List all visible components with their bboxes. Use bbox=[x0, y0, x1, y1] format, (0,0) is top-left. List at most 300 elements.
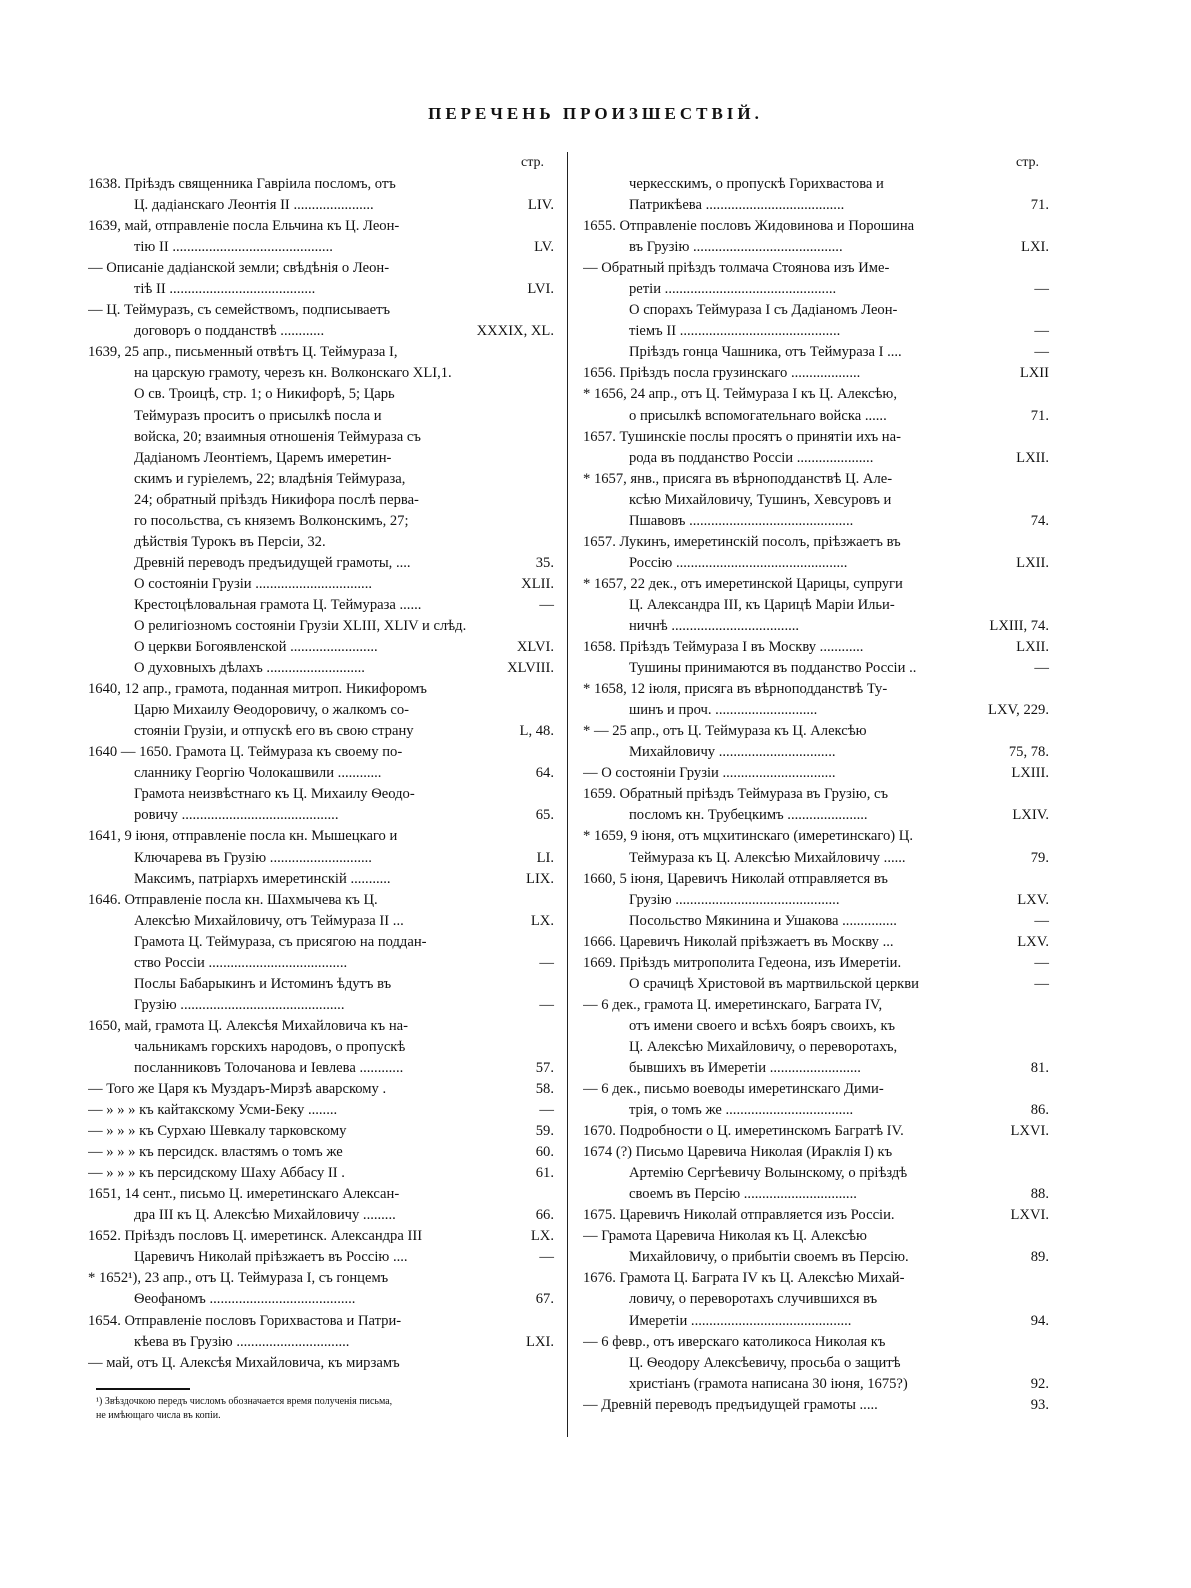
entry-text bbox=[88, 1163, 530, 1184]
index-entry bbox=[583, 974, 1049, 995]
index-entry bbox=[583, 721, 1049, 763]
entry-text bbox=[88, 595, 533, 616]
footnote-rule bbox=[96, 1388, 190, 1390]
entry-line: Послы Бабарыкинъ и Истоминъ ѣдутъ въ bbox=[134, 975, 392, 992]
entry-line: отъ имени своего и всѣхъ бояръ своихъ, къ bbox=[629, 1017, 896, 1034]
entry-line: Артемію Сергѣевичу Волынскому, о пріѣздѣ bbox=[629, 1165, 908, 1182]
entry-page-ref: 74. bbox=[1030, 512, 1049, 529]
entry-page-ref: XXXIX, XL. bbox=[476, 323, 554, 340]
index-entry bbox=[583, 1142, 1049, 1205]
left-column bbox=[88, 152, 554, 1374]
entry-text bbox=[583, 574, 983, 637]
entry-line: дѣйствія Турокъ въ Персіи, 32. bbox=[134, 533, 326, 550]
index-entry bbox=[88, 742, 554, 784]
entry-line: Россію ............................................... bbox=[629, 554, 848, 571]
entry-line: * 1658, 12 іюля, присяга въ вѣрноподданствѣ Ту- bbox=[583, 681, 888, 698]
entry-line: 1657. Тушинскіе послы просятъ о принятіи ихъ на- bbox=[583, 428, 901, 445]
entry-line: О состояніи Грузіи ................................ bbox=[134, 575, 372, 592]
entry-text bbox=[583, 258, 1028, 300]
index-entry bbox=[583, 784, 1049, 826]
entry-line: Имеретіи ............................................ bbox=[629, 1312, 852, 1329]
entry-text bbox=[583, 1205, 1004, 1226]
entry-page-ref: — bbox=[539, 1249, 554, 1266]
index-entry bbox=[583, 342, 1049, 363]
entry-line: * 1652¹), 23 апр., отъ Ц. Теймураза I, съ гонцемъ bbox=[88, 1270, 389, 1287]
index-entry bbox=[88, 679, 554, 742]
entry-line: Алексѣю Михайловичу, отъ Теймураза II ... bbox=[134, 912, 404, 929]
entry-text bbox=[88, 869, 520, 890]
entry-line: — 6 дек., письмо воеводы имеретинскаго Дими- bbox=[583, 1081, 884, 1098]
entry-line: 1670. Подробности о Ц. имеретинскомъ Багратѣ IV. bbox=[583, 1123, 904, 1140]
entry-line: черкесскимъ, о пропускѣ Горихвастова и bbox=[629, 176, 884, 192]
entry-page-ref: 71. bbox=[1030, 407, 1049, 424]
index-entry bbox=[88, 553, 554, 574]
entry-line: * — 25 апр., отъ Ц. Теймураза къ Ц. Алексѣю bbox=[583, 723, 867, 740]
index-entry bbox=[88, 784, 554, 826]
entry-text bbox=[583, 1226, 1025, 1268]
entry-page-ref: XLVIII. bbox=[507, 660, 554, 677]
entry-line: 1640, 12 апр., грамота, поданная митроп. Никифоромъ bbox=[88, 681, 427, 698]
entry-page-ref: LXV. bbox=[1017, 891, 1049, 908]
index-entry bbox=[583, 469, 1049, 532]
entry-line: — » » » къ персидск. властямъ о томъ же bbox=[88, 1144, 343, 1161]
entry-line: 1659. Обратный пріѣздъ Теймураза въ Грузію, съ bbox=[583, 786, 889, 803]
index-entry bbox=[583, 1079, 1049, 1121]
right-entries bbox=[583, 174, 1049, 1416]
index-entry bbox=[583, 300, 1049, 342]
entry-line: О спорахъ Теймураза I съ Дадіаномъ Леон- bbox=[629, 302, 898, 319]
entry-line: Патрикѣева ...................................... bbox=[629, 197, 845, 214]
entry-text bbox=[88, 1121, 530, 1142]
index-entry bbox=[88, 1121, 554, 1142]
entry-page-ref: LIX. bbox=[526, 870, 554, 887]
entry-line: Теймуразъ проситъ о присылкѣ посла и bbox=[134, 407, 382, 424]
entry-line: — Обратный пріѣздъ толмача Стоянова изъ Име- bbox=[583, 260, 890, 277]
entry-line: 1676. Грамота Ц. Баграта IV къ Ц. Алексѣю Михай- bbox=[583, 1270, 905, 1287]
entry-page-ref: 75, 78. bbox=[1008, 744, 1049, 761]
entry-line: 1641, 9 іюня, отправленіе посла кн. Мышецкаго и bbox=[88, 828, 398, 845]
index-entry bbox=[88, 216, 554, 258]
entry-line: Пріѣздъ гонца Чашника, отъ Теймураза I .... bbox=[629, 344, 902, 361]
entry-line: Крестоцѣловальная грамота Ц. Теймураза ...... bbox=[134, 596, 422, 613]
entry-line: скимъ и гуріелемъ, 22; владѣнія Теймураза, bbox=[134, 470, 406, 487]
entry-line: 1638. Пріѣздъ священника Гавріила посломъ, отъ bbox=[88, 176, 396, 192]
entry-text bbox=[583, 721, 1003, 763]
entry-line: 1646. Отправленіе посла кн. Шахмычева къ Ц. bbox=[88, 891, 378, 908]
entry-page-ref: XLII. bbox=[521, 575, 554, 592]
page-title: ПЕРЕЧЕНЬ ПРОИЗШЕСТВІЙ. bbox=[428, 104, 763, 123]
index-entry bbox=[583, 1205, 1049, 1226]
entry-line: * 1656, 24 апр., отъ Ц. Теймураза I къ Ц. Алексѣю, bbox=[583, 386, 897, 403]
entry-line: Древній переводъ предъидущей грамоты, .... bbox=[134, 554, 411, 571]
entry-text bbox=[583, 384, 1025, 426]
entry-page-ref: LXI. bbox=[1021, 239, 1049, 256]
index-entry bbox=[88, 1142, 554, 1163]
page-column-header: стр. bbox=[520, 155, 544, 170]
entry-text bbox=[583, 974, 1028, 995]
index-entry bbox=[583, 932, 1049, 953]
entry-text bbox=[88, 1247, 533, 1268]
index-entry bbox=[583, 174, 1049, 216]
entry-line: Тушины принимаются въ подданство Россіи .. bbox=[629, 660, 917, 677]
entry-line: своемъ въ Персію ............................... bbox=[629, 1186, 857, 1203]
index-entry bbox=[88, 1100, 554, 1121]
entry-line: Грузію ............................................. bbox=[134, 996, 345, 1013]
entry-page-ref: XLVI. bbox=[516, 639, 554, 656]
entry-line: — О состояніи Грузіи ............................... bbox=[583, 765, 836, 782]
entry-line: Михайловичу, о прибытіи своемъ въ Персію. bbox=[629, 1249, 909, 1266]
entry-page-ref: 57. bbox=[535, 1059, 554, 1076]
column-divider bbox=[567, 152, 568, 1437]
index-entry bbox=[88, 384, 554, 552]
entry-line: — Древній переводъ предъидущей грамоты ..... bbox=[583, 1396, 878, 1413]
entry-page-ref: — bbox=[1034, 954, 1049, 971]
entry-text bbox=[88, 890, 525, 932]
entry-line: стояніи Грузіи, и отпускѣ его въ свою страну bbox=[134, 723, 414, 740]
entry-line: ловичу, о переворотахъ случившихся въ bbox=[629, 1291, 878, 1308]
entry-page-ref: LXI. bbox=[526, 1333, 554, 1350]
entry-text bbox=[88, 974, 533, 1016]
index-entry bbox=[583, 384, 1049, 426]
index-entry bbox=[88, 932, 554, 974]
entry-page-ref: 92. bbox=[1030, 1375, 1049, 1392]
entry-line: трія, о томъ же ................................... bbox=[629, 1102, 854, 1119]
index-entry bbox=[88, 1268, 554, 1310]
entry-line: 24; обратный пріѣздъ Никифора послѣ перва- bbox=[134, 491, 419, 508]
footnote-line: ¹) Звѣздочкою передъ числомъ обозначается время полученія письма, bbox=[96, 1396, 393, 1407]
index-entry bbox=[583, 574, 1049, 637]
entry-line: сланнику Георгію Чолокашвили ............ bbox=[134, 765, 382, 782]
entry-line: Ключарева въ Грузію ............................ bbox=[134, 849, 372, 866]
entry-line: ство Россіи ...................................... bbox=[134, 954, 348, 971]
entry-page-ref: LXII bbox=[1019, 365, 1049, 382]
entry-text bbox=[88, 216, 528, 258]
entry-line: Пшавовъ ............................................. bbox=[629, 512, 854, 529]
entry-text bbox=[583, 679, 982, 721]
entry-text bbox=[583, 1121, 1004, 1142]
index-entry bbox=[583, 869, 1049, 911]
entry-page-ref: 93. bbox=[1030, 1396, 1049, 1413]
entry-line: — » » » къ персидскому Шаху Аббасу II . bbox=[88, 1165, 345, 1182]
entry-text bbox=[583, 469, 1025, 532]
index-entry bbox=[88, 637, 554, 658]
entry-text bbox=[88, 1142, 530, 1163]
entry-page-ref: — bbox=[1034, 660, 1049, 677]
entry-page-ref: 59. bbox=[535, 1123, 554, 1140]
entry-page-ref: 86. bbox=[1030, 1102, 1049, 1119]
entry-line: христіанъ (грамота написана 30 іюня, 1675?) bbox=[629, 1375, 908, 1392]
entry-line: Посольство Мякинина и Ушакова ............... bbox=[629, 912, 897, 929]
entry-page-ref: 64. bbox=[535, 765, 554, 782]
entry-line: договоръ о подданствѣ ............ bbox=[134, 323, 325, 340]
entry-line: Ц. дадіанскаго Леонтія II ...................... bbox=[134, 197, 374, 214]
entry-page-ref: LI. bbox=[536, 849, 554, 866]
entry-line: посломъ кн. Трубецкимъ ...................... bbox=[629, 807, 868, 824]
entry-line: Царевичъ Николай пріѣзжаетъ въ Россію .... bbox=[134, 1249, 408, 1266]
entry-line: чальникамъ горскихъ народовъ, о пропускѣ bbox=[134, 1038, 406, 1055]
entry-line: 1675. Царевичъ Николай отправляется изъ Россіи. bbox=[583, 1207, 895, 1224]
entry-text bbox=[88, 300, 471, 342]
entry-line: 1658. Пріѣздъ Теймураза I въ Москву ............ bbox=[583, 639, 864, 656]
entry-line: ретіи ............................................... bbox=[629, 281, 837, 298]
entry-page-ref: LV. bbox=[534, 239, 554, 256]
index-entry bbox=[583, 363, 1049, 384]
entry-page-ref: 94. bbox=[1030, 1312, 1049, 1329]
index-entry bbox=[583, 911, 1049, 932]
entry-text bbox=[88, 1226, 525, 1247]
entry-page-ref: — bbox=[1034, 281, 1049, 298]
entry-line: * 1657, янв., присяга въ вѣрноподданствѣ Ц. Але- bbox=[583, 470, 893, 487]
entry-line: — Грамота Царевича Николая къ Ц. Алексѣю bbox=[583, 1228, 867, 1245]
index-entry bbox=[583, 1395, 1049, 1416]
entry-text bbox=[583, 532, 1010, 574]
entry-text bbox=[88, 553, 530, 574]
entry-page-ref: LVI. bbox=[527, 281, 554, 298]
entry-line: О св. Троицѣ, стр. 1; о Никифорѣ, 5; Царь bbox=[134, 386, 395, 403]
entry-page-ref: LXVI. bbox=[1010, 1123, 1049, 1140]
entry-page-ref: L, 48. bbox=[519, 723, 554, 740]
entry-page-ref: — bbox=[539, 996, 554, 1013]
index-entry bbox=[88, 1163, 554, 1184]
entry-text bbox=[88, 384, 548, 552]
entry-page-ref: 60. bbox=[535, 1144, 554, 1161]
entry-line: тіѣ II ........................................ bbox=[134, 281, 316, 298]
index-entry bbox=[583, 216, 1049, 258]
entry-page-ref: LIV. bbox=[527, 197, 554, 214]
entry-line: 1656. Пріѣздъ посла грузинскаго ................... bbox=[583, 365, 861, 382]
left-entries bbox=[88, 174, 554, 1374]
index-entry bbox=[583, 953, 1049, 974]
entry-line: О церкви Богоявленской ........................ bbox=[134, 639, 378, 656]
entry-line: Михайловичу ................................ bbox=[629, 744, 836, 761]
footnote bbox=[96, 1395, 558, 1423]
index-entry bbox=[88, 258, 554, 300]
index-entry bbox=[583, 637, 1049, 658]
entry-text bbox=[88, 742, 530, 784]
entry-line: Грамота неизвѣстнаго къ Ц. Михаилу Ѳеодо- bbox=[134, 786, 415, 803]
index-entry bbox=[88, 1184, 554, 1226]
entry-line: бывшихъ въ Имеретіи ......................... bbox=[629, 1059, 861, 1076]
entry-line: Ц. Алексѣю Михайловичу, о переворотахъ, bbox=[629, 1038, 898, 1055]
entry-text bbox=[583, 784, 1006, 826]
entry-line: рода въ подданство Россіи ..................... bbox=[629, 449, 874, 466]
entry-page-ref: 58. bbox=[535, 1081, 554, 1098]
entry-text bbox=[583, 363, 1014, 384]
entry-page-ref: LXII. bbox=[1016, 554, 1049, 571]
entry-text bbox=[583, 216, 1015, 258]
entry-text bbox=[88, 637, 511, 658]
entry-line: дра III къ Ц. Алексѣю Михайловичу ......... bbox=[134, 1207, 396, 1224]
entry-page-ref: LXIII, 74. bbox=[989, 617, 1049, 634]
entry-line: — май, отъ Ц. Алексѣя Михайловича, къ мирзамъ bbox=[88, 1354, 400, 1371]
entry-line: 1674 (?) Письмо Царевича Николая (Ираклія I) къ bbox=[583, 1144, 893, 1161]
entry-line: 1655. Отправленіе пословъ Жидовинова и Порошина bbox=[583, 218, 915, 235]
entry-line: — 6 дек., грамота Ц. имеретинскаго, Баграта IV, bbox=[583, 996, 883, 1013]
index-entry bbox=[88, 342, 554, 384]
entry-text bbox=[88, 784, 530, 826]
entry-line: — Описаніе дадіанской земли; свѣдѣнія о Леон- bbox=[88, 260, 390, 277]
entry-text bbox=[583, 763, 1005, 784]
index-entry bbox=[583, 1121, 1049, 1142]
index-entry bbox=[88, 1353, 554, 1374]
entry-text bbox=[583, 1332, 1025, 1395]
entry-text bbox=[88, 616, 548, 637]
index-entry bbox=[583, 763, 1049, 784]
entry-page-ref: — bbox=[539, 596, 554, 613]
entry-line: 1660, 5 іюня, Царевичъ Николай отправляется въ bbox=[583, 870, 888, 887]
entry-line: тіемъ II ............................................ bbox=[629, 323, 841, 340]
entry-line: кѣева въ Грузію ............................... bbox=[134, 1333, 350, 1350]
entry-text bbox=[88, 1311, 520, 1353]
entry-line: 1650, май, грамота Ц. Алексѣя Михайловича къ на- bbox=[88, 1017, 408, 1034]
entry-text bbox=[583, 995, 1025, 1079]
entry-page-ref: — bbox=[539, 1102, 554, 1119]
entry-line: на царскую грамоту, черезъ кн. Волконскаго XLI,1. bbox=[134, 365, 452, 382]
entry-text bbox=[583, 427, 1010, 469]
index-entry bbox=[88, 595, 554, 616]
entry-line: Ѳеофаномъ ........................................ bbox=[134, 1291, 356, 1308]
entry-text bbox=[88, 342, 548, 384]
entry-page-ref: LXIII. bbox=[1011, 765, 1049, 782]
entry-text bbox=[88, 1353, 548, 1374]
index-entry bbox=[583, 658, 1049, 679]
entry-line: — » » » къ Сурхаю Шевкалу тарковскому bbox=[88, 1123, 347, 1140]
index-entry bbox=[88, 1016, 554, 1079]
entry-line: въ Грузію ......................................... bbox=[629, 239, 843, 256]
entry-line: 1666. Царевичъ Николай пріѣзжаетъ въ Москву ... bbox=[583, 933, 894, 950]
entry-line: ничнѣ ................................... bbox=[629, 617, 800, 634]
entry-text bbox=[583, 658, 1028, 679]
footnote-line: не имѣющаго числа въ копіи. bbox=[96, 1410, 221, 1421]
entry-page-ref: — bbox=[539, 954, 554, 971]
entry-line: ксѣю Михайловичу, Тушинъ, Хевсуровъ и bbox=[629, 491, 892, 508]
entry-text bbox=[88, 1016, 530, 1079]
entry-text bbox=[583, 932, 1011, 953]
entry-line: о присылкѣ вспомогательнаго войска ...... bbox=[629, 407, 887, 424]
entry-page-ref: LX. bbox=[530, 1228, 554, 1245]
entry-line: Царю Михаилу Ѳеодоровичу, о жалкомъ со- bbox=[134, 702, 409, 719]
entry-line: посланниковъ Толочанова и Іевлева ............ bbox=[134, 1059, 404, 1076]
index-entry bbox=[88, 1226, 554, 1247]
entry-page-ref: — bbox=[1034, 975, 1049, 992]
entry-page-ref: 67. bbox=[535, 1291, 554, 1308]
entry-page-ref: LXV. bbox=[1017, 933, 1049, 950]
entry-text bbox=[583, 300, 1028, 342]
index-entry bbox=[88, 974, 554, 1016]
index-entry bbox=[88, 1079, 554, 1100]
entry-text bbox=[88, 679, 514, 742]
entry-page-ref: LXII. bbox=[1016, 449, 1049, 466]
entry-text bbox=[583, 826, 1025, 868]
index-entry bbox=[583, 1226, 1049, 1268]
entry-page-ref: 79. bbox=[1030, 849, 1049, 866]
entry-line: 1669. Пріѣздъ митрополита Гедеона, изъ Имеретіи. bbox=[583, 954, 902, 971]
entry-text bbox=[583, 174, 1025, 216]
index-entry bbox=[88, 174, 554, 216]
entry-page-ref: 65. bbox=[535, 807, 554, 824]
entry-text bbox=[583, 637, 1010, 658]
entry-line: * 1659, 9 іюня, отъ мцхитинскаго (имеретинскаго) Ц. bbox=[583, 828, 913, 845]
index-entry bbox=[88, 300, 554, 342]
entry-page-ref: 61. bbox=[535, 1165, 554, 1182]
index-entry bbox=[583, 258, 1049, 300]
entry-line: войска, 20; взаимныя отношенія Теймураза съ bbox=[134, 428, 421, 445]
entry-text bbox=[88, 1268, 530, 1310]
entry-line: 1640 — 1650. Грамота Ц. Теймураза къ своему по- bbox=[88, 744, 403, 761]
entry-page-ref: LXVI. bbox=[1010, 1207, 1049, 1224]
entry-page-ref: — bbox=[1034, 344, 1049, 361]
entry-page-ref: 81. bbox=[1030, 1059, 1049, 1076]
index-entry bbox=[88, 574, 554, 595]
entry-text bbox=[88, 1100, 533, 1121]
entry-line: О религіозномъ состояніи Грузіи XLIII, XLIV и слѣд. bbox=[134, 617, 467, 634]
entry-text bbox=[88, 1184, 530, 1226]
entry-text bbox=[88, 826, 531, 868]
entry-line: Максимъ, патріархъ имеретинскій ........... bbox=[134, 870, 391, 887]
entry-line: 1657. Лукинъ, имеретинскій посолъ, пріѣзжаетъ въ bbox=[583, 533, 901, 550]
entry-page-ref: 88. bbox=[1030, 1186, 1049, 1203]
entry-page-ref: — bbox=[1034, 912, 1049, 929]
entry-line: О срачицѣ Христовой въ мартвильской церкви bbox=[629, 975, 919, 992]
index-entry bbox=[583, 995, 1049, 1079]
entry-page-ref: 89. bbox=[1030, 1249, 1049, 1266]
entry-text bbox=[88, 574, 515, 595]
entry-text bbox=[88, 1079, 530, 1100]
entry-text bbox=[88, 658, 501, 679]
entry-page-ref: 35. bbox=[535, 554, 554, 571]
entry-text bbox=[583, 911, 1028, 932]
index-entry bbox=[88, 890, 554, 932]
entry-page-ref: 66. bbox=[535, 1207, 554, 1224]
page-column-header: стр. bbox=[1015, 155, 1039, 170]
entry-line: 1652. Пріѣздъ пословъ Ц. имеретинск. Александра III bbox=[88, 1228, 423, 1245]
entry-text bbox=[583, 1142, 1025, 1205]
entry-line: * 1657, 22 дек., отъ имеретинской Царицы, супруги bbox=[583, 575, 903, 592]
entry-text bbox=[583, 1395, 1025, 1416]
entry-line: го посольства, съ княземъ Волконскимъ, 27; bbox=[134, 512, 409, 529]
entry-line: 1651, 14 сент., письмо Ц. имеретинскаго Алексан- bbox=[88, 1186, 400, 1203]
index-entry bbox=[88, 869, 554, 890]
index-entry bbox=[88, 1311, 554, 1353]
entry-page-ref: 71. bbox=[1030, 197, 1049, 214]
entry-line: — Того же Царя къ Муздаръ-Мирзѣ аварскому . bbox=[88, 1081, 387, 1098]
entry-text bbox=[88, 258, 521, 300]
entry-line: — » » » къ кайтакскому Усми-Беку ........ bbox=[88, 1102, 338, 1119]
entry-line: — Ц. Теймуразъ, съ семействомъ, подписываетъ bbox=[88, 302, 391, 319]
entry-text bbox=[88, 174, 522, 216]
entry-text bbox=[583, 953, 1028, 974]
entry-line: ровичу ........................................... bbox=[134, 807, 339, 824]
entry-text bbox=[88, 932, 533, 974]
entry-line: 1639, май, отправленіе посла Ельчина къ Ц. Леон- bbox=[88, 218, 400, 235]
entry-line: Теймураза къ Ц. Алексѣю Михайловичу ...... bbox=[629, 849, 906, 866]
entry-line: 1639, 25 апр., письменный отвѣтъ Ц. Теймураза I, bbox=[88, 344, 398, 361]
entry-line: 1654. Отправленіе пословъ Горихвастова и Патри- bbox=[88, 1312, 402, 1329]
index-entry bbox=[583, 679, 1049, 721]
index-entry bbox=[583, 1332, 1049, 1395]
entry-line: — 6 февр., отъ иверскаго католикоса Николая къ bbox=[583, 1333, 886, 1350]
entry-page-ref: — bbox=[1034, 323, 1049, 340]
index-entry bbox=[583, 826, 1049, 868]
index-entry bbox=[88, 616, 554, 637]
entry-page-ref: LXV, 229. bbox=[988, 702, 1049, 719]
index-entry bbox=[583, 532, 1049, 574]
entry-line: Грузію ............................................. bbox=[629, 891, 840, 908]
index-entry bbox=[88, 826, 554, 868]
entry-page-ref: LXII. bbox=[1016, 639, 1049, 656]
entry-line: шинъ и проч. ............................ bbox=[629, 702, 818, 719]
entry-line: Дадіаномъ Леонтіемъ, Царемъ имеретин- bbox=[134, 449, 392, 466]
